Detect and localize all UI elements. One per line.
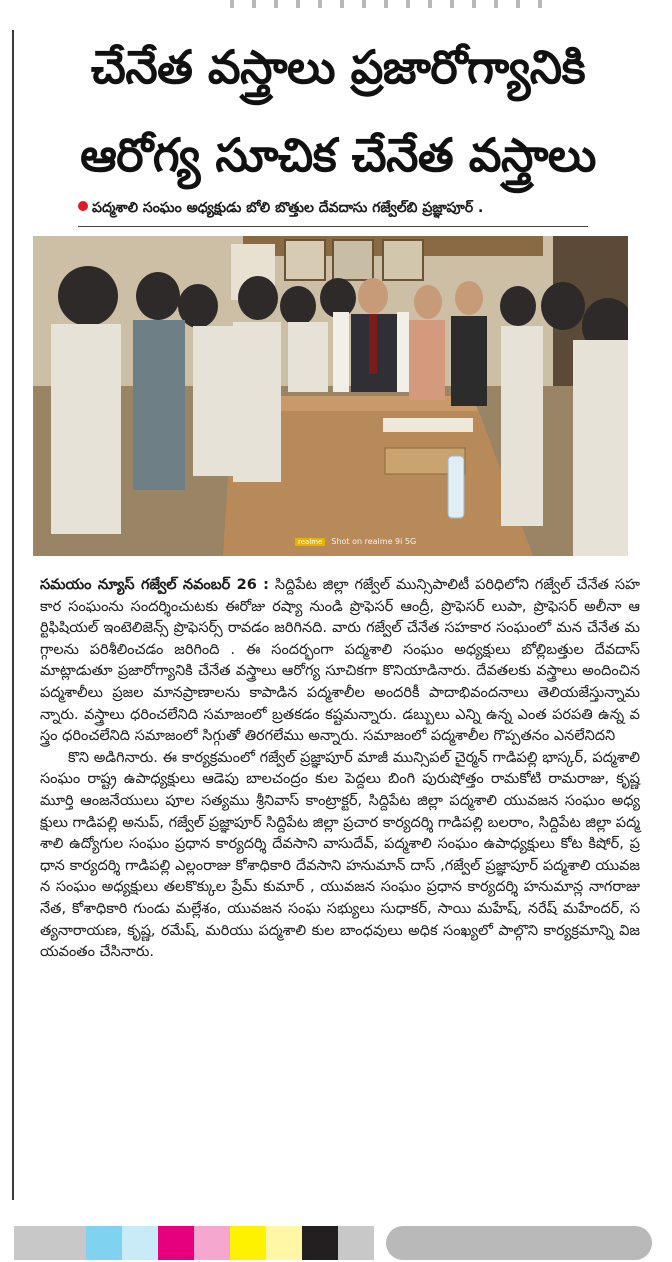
group-photo-illustration <box>33 236 628 556</box>
watermark-text: Shot on realme 9i 5G <box>331 537 417 546</box>
color-swatch <box>122 1226 158 1260</box>
color-swatch <box>338 1226 374 1260</box>
headline-line-1: చేనేత వస్త్రాలు ప్రజారోగ్యానికి <box>90 40 586 94</box>
byline-text: పద్మశాలి సంఘం అధ్యక్షుడు బోలి బొత్తుల దేవదాసు గజ్వేల్‌బి ప్రజ్ఞాపూర్ . <box>92 200 484 216</box>
color-swatch <box>230 1226 266 1260</box>
byline-divider <box>78 226 588 227</box>
color-swatch <box>266 1226 302 1260</box>
color-swatch <box>86 1226 122 1260</box>
news-photo <box>33 236 628 556</box>
color-swatch <box>158 1226 194 1260</box>
color-swatch <box>50 1226 86 1260</box>
photo-watermark <box>295 537 416 546</box>
realme-logo: realme <box>295 538 325 546</box>
color-swatch <box>14 1226 50 1260</box>
color-swatch <box>302 1226 338 1260</box>
headline-line-2: ఆరోగ్య సూచిక చేనేత వస్త్రాలు <box>80 128 596 182</box>
color-swatch <box>194 1226 230 1260</box>
column-rule <box>12 30 14 1200</box>
byline <box>78 200 483 219</box>
dateline: సమయం న్యూస్ గజ్వేల్ నవంబర్ 26 : <box>40 577 269 593</box>
registration-dots <box>230 0 560 8</box>
article-body <box>40 575 640 964</box>
color-bar-pill <box>386 1226 652 1260</box>
red-bullet-icon <box>78 201 88 211</box>
paragraph-1-text: సిద్దిపేట జిల్లా గజ్వేల్ మున్సిపాలిటీ పరిధిలోని గజ్వేల్ చేనేత సహకార సంఘంను సందర్శించుటకు ఈరోజు రష్యా నుండి ప్రొఫెసర్ ఆంద్రీ, ప్రొఫెసర్ లుపా, ప్రొఫెసర్ అలీనా ఆర్టిఫిషియల్ ఇంటెలిజెన్స్ ప్రొఫెసర్స్ రావడం జరిగినది. వారు గజ్వేల్ చేనేత సహకార సంఘంలో మన చేనేత మగ్గాలను పరిశీలించడం జరిగింది . ఈ సందర్భంగా పద్మశాలి సంఘం అధ్యక్షులు బోల్లిబత్తుల దేవదాస్ మాట్లాడుతూ ప్రజారోగ్యానికి చేనేత వస్త్రాలు ఆరోగ్య సూచికగా కొనియాడినారు. దేవతలకు వస్త్రాలు అందించిన పద్మశాలీలు ప్రజల మానప్రాణాలను కాపాడిన పద్మశాలీల అందరికీ పాదాభివందనాలు తెలియజేస్తున్నామన్నారు. వస్త్రాలు ధరించలేనిది సమాజంలో బ్రతకడం కష్టమన్నారు. డబ్బులు ఎన్ని ఉన్న ఎంత పరపతి ఉన్న వస్త్రం ధరించలేనిది సమాజంలో సిగ్గుతో తిరగలేము అన్నారు. సమాజంలో పద్మశాలీల గొప్పతనం ఎనలేనిదని <box>40 577 641 745</box>
article-paragraph-1 <box>40 575 640 748</box>
article-paragraph-2: కొని అడిగినారు. ఈ కార్యక్రమంలో గజ్వేల్ ప్రజ్ఞాపూర్ మాజీ మున్సిపల్ చైర్మన్ గాడిపల్లి భాస్కర్, పద్మశాలి సంఘం రాష్ట్ర ఉపాధ్యక్షులు ఆడెపు బాలచంద్రం కుల పెద్దలు బింగి పురుషోత్తం రామకోటి రామరాజు, కృష్ణమూర్తి ఆంజనేయులు పూల సత్యము శ్రీనివాస్ కాంట్రాక్టర్, సిద్దిపేట జిల్లా పద్మశాలి యువజన సంఘం అధ్యక్షులు గాడిపల్లి అనుప్, గజ్వేల్ ప్రజ్ఞాపూర్ సిద్దిపేట జిల్లా ప్రచార కార్యదర్శి గాడిపల్లి బలరాం, సిద్దిపేట జిల్లా పద్మశాలి ఉద్యోగుల సంఘం ప్రధాన కార్యదర్శి దేవసాని వాసుదేవ్, పద్మశాలి సంఘం ఉపాధ్యక్షులు కోట కిషోర్, ప్రధాన కార్యదర్శి గాడిపల్లి ఎల్లంరాజు కోశాధికారి దేవసాని హనుమాన్ దాస్ ,గజ్వేల్ ప్రజ్ఞాపూర్ పద్మశాలి యువజన సంఘం అధ్యక్షులు తలకొక్కుల ప్రేమ్ కుమార్ , యువజన సంఘం ప్రధాన కార్యదర్శి హనుమాన్ల నాగరాజు నేత, కోశాధికారి గుండు మల్లేశం, యువజన సంఘ సభ్యులు సుధాకర్, సాయి మహేష్, నరేష్ మహేందర్, సత్యనారాయణ, కృష్ణ, రమేష్, మరియు పద్మశాలి కుల బాంధవులు అధిక సంఖ్యలో పాల్గొని కార్యక్రమాన్ని విజయవంతం చేసినారు. <box>40 749 640 961</box>
